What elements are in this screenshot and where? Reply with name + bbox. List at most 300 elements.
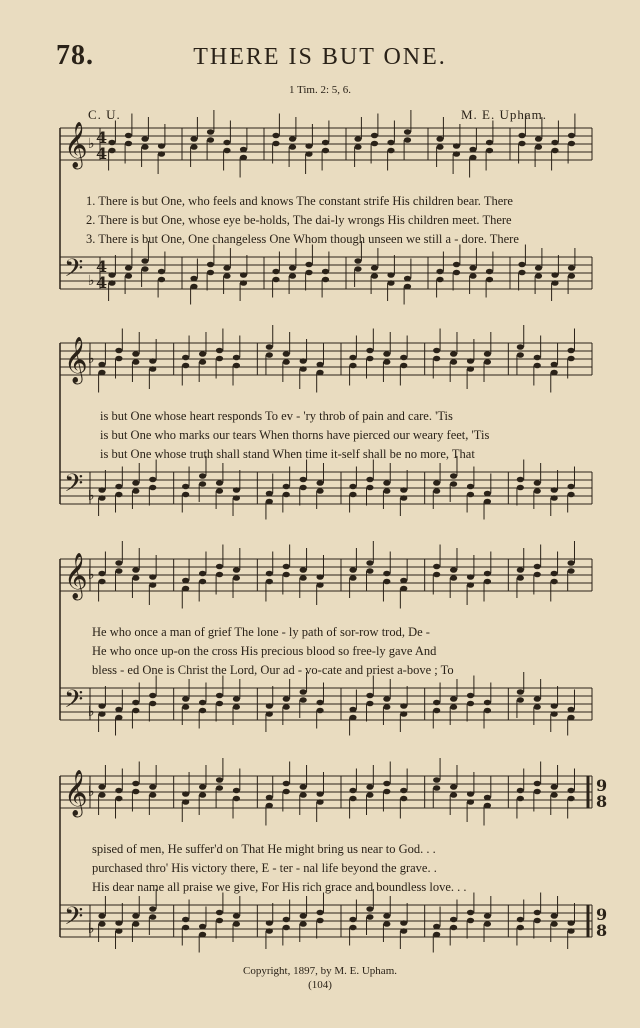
note-head bbox=[233, 704, 240, 710]
note-head bbox=[115, 484, 122, 490]
note-head bbox=[383, 480, 390, 486]
note-head bbox=[467, 910, 474, 916]
note-head bbox=[400, 711, 407, 717]
note-head bbox=[517, 788, 524, 794]
lyric-line: is but One who marks our tears When thorns have pierced our weary feet, 'Tis bbox=[100, 428, 490, 442]
note-head bbox=[383, 921, 390, 927]
note-head bbox=[383, 579, 390, 585]
note-head bbox=[132, 708, 139, 714]
note-head bbox=[436, 269, 443, 275]
note-head bbox=[433, 932, 440, 938]
note-head bbox=[567, 348, 574, 354]
note-head bbox=[149, 574, 156, 580]
note-head bbox=[190, 276, 197, 282]
note-head bbox=[400, 355, 407, 361]
note-head bbox=[467, 484, 474, 490]
note-head bbox=[207, 129, 214, 135]
note-head bbox=[534, 572, 541, 578]
note-head bbox=[371, 133, 378, 139]
note-head bbox=[517, 697, 524, 703]
note-head bbox=[300, 792, 307, 798]
note-head bbox=[149, 582, 156, 588]
note-head bbox=[366, 906, 373, 912]
note-head bbox=[158, 143, 165, 149]
note-head bbox=[132, 575, 139, 581]
note-head bbox=[551, 784, 558, 790]
note-head bbox=[158, 151, 165, 157]
note-head bbox=[182, 696, 189, 702]
note-head bbox=[283, 572, 290, 578]
note-head bbox=[115, 707, 122, 713]
note-head bbox=[383, 351, 390, 357]
flat-sign: ♭ bbox=[88, 921, 95, 937]
note-head bbox=[199, 924, 206, 930]
note-head bbox=[349, 917, 356, 923]
note-head bbox=[223, 148, 230, 154]
note-head bbox=[484, 579, 491, 585]
note-head bbox=[233, 355, 240, 361]
note-head bbox=[98, 711, 105, 717]
note-head bbox=[534, 363, 541, 369]
note-head bbox=[149, 784, 156, 790]
note-head bbox=[484, 803, 491, 809]
note-head bbox=[551, 370, 558, 376]
note-head bbox=[98, 921, 105, 927]
note-head bbox=[517, 575, 524, 581]
note-head bbox=[182, 925, 189, 931]
lyric-line: He who once up-on the cross His precious blood so free-ly gave And bbox=[92, 644, 437, 658]
note-head bbox=[240, 272, 247, 278]
note-head bbox=[149, 792, 156, 798]
note-head bbox=[400, 928, 407, 934]
note-head bbox=[233, 913, 240, 919]
note-head bbox=[400, 578, 407, 584]
note-head bbox=[484, 700, 491, 706]
note-head bbox=[108, 148, 115, 154]
note-head bbox=[240, 155, 247, 161]
note-head bbox=[551, 711, 558, 717]
note-head bbox=[149, 358, 156, 364]
note-head bbox=[366, 477, 373, 483]
note-head bbox=[484, 795, 491, 801]
lyric-line: is but One whose heart responds To ev - 'ry throb of pain and care. 'Tis bbox=[100, 409, 453, 423]
time-signature: 4 bbox=[96, 257, 108, 276]
note-head bbox=[400, 920, 407, 926]
time-signature: 4 bbox=[96, 128, 108, 147]
note-head bbox=[371, 141, 378, 147]
note-head bbox=[467, 582, 474, 588]
note-head bbox=[216, 777, 223, 783]
page-number: (104) bbox=[308, 979, 332, 991]
note-head bbox=[551, 148, 558, 154]
note-head bbox=[233, 487, 240, 493]
lyric-line: 1. There is but One, who feels and knows The constant strife His children bear. There bbox=[86, 194, 513, 208]
note-head bbox=[115, 796, 122, 802]
note-head bbox=[115, 928, 122, 934]
time-signature: 9 bbox=[596, 905, 608, 924]
note-head bbox=[383, 913, 390, 919]
note-head bbox=[98, 703, 105, 709]
note-head bbox=[567, 356, 574, 362]
note-head bbox=[316, 910, 323, 916]
note-head bbox=[149, 477, 156, 483]
note-head bbox=[266, 491, 273, 497]
note-head bbox=[283, 917, 290, 923]
bass-clef: 𝄢 bbox=[64, 254, 84, 289]
note-head bbox=[216, 918, 223, 924]
note-head bbox=[484, 921, 491, 927]
note-head bbox=[132, 700, 139, 706]
note-head bbox=[387, 148, 394, 154]
note-head bbox=[283, 696, 290, 702]
note-head bbox=[283, 564, 290, 570]
note-head bbox=[484, 359, 491, 365]
note-head bbox=[450, 473, 457, 479]
note-head bbox=[450, 784, 457, 790]
note-head bbox=[518, 270, 525, 276]
note-head bbox=[349, 707, 356, 713]
note-head bbox=[567, 560, 574, 566]
note-head bbox=[182, 484, 189, 490]
note-head bbox=[433, 564, 440, 570]
treble-clef: 𝄞 bbox=[64, 553, 88, 599]
treble-clef: 𝄞 bbox=[64, 770, 88, 816]
words-credit: C. U. bbox=[88, 107, 121, 122]
note-head bbox=[300, 575, 307, 581]
note-head bbox=[404, 276, 411, 282]
note-head bbox=[453, 151, 460, 157]
note-head bbox=[371, 273, 378, 279]
note-head bbox=[233, 921, 240, 927]
note-head bbox=[115, 560, 122, 566]
note-head bbox=[316, 574, 323, 580]
note-head bbox=[469, 155, 476, 161]
lyric-line: spised of men, He suffer'd on That He might bring us near to God. . . bbox=[92, 842, 436, 856]
note-head bbox=[567, 492, 574, 498]
note-head bbox=[316, 480, 323, 486]
note-head bbox=[158, 277, 165, 283]
note-head bbox=[149, 366, 156, 372]
note-head bbox=[266, 344, 273, 350]
lyric-line: is but One whose truth shall stand When time it-self shall be no more, That bbox=[100, 447, 475, 461]
note-head bbox=[349, 715, 356, 721]
note-head bbox=[322, 148, 329, 154]
note-head bbox=[199, 784, 206, 790]
note-head bbox=[535, 265, 542, 271]
note-head bbox=[182, 799, 189, 805]
note-head bbox=[354, 266, 361, 272]
note-head bbox=[467, 358, 474, 364]
note-head bbox=[518, 141, 525, 147]
note-head bbox=[567, 707, 574, 713]
note-head bbox=[436, 136, 443, 142]
note-head bbox=[404, 129, 411, 135]
note-head bbox=[233, 363, 240, 369]
note-head bbox=[349, 484, 356, 490]
note-head bbox=[115, 492, 122, 498]
note-head bbox=[199, 700, 206, 706]
note-head bbox=[272, 269, 279, 275]
note-head bbox=[272, 141, 279, 147]
note-head bbox=[199, 571, 206, 577]
note-head bbox=[450, 359, 457, 365]
note-head bbox=[387, 280, 394, 286]
note-head bbox=[551, 792, 558, 798]
note-head bbox=[484, 351, 491, 357]
note-head bbox=[98, 370, 105, 376]
note-head bbox=[518, 133, 525, 139]
note-head bbox=[322, 140, 329, 146]
note-head bbox=[433, 785, 440, 791]
note-head bbox=[240, 147, 247, 153]
note-head bbox=[349, 788, 356, 794]
note-head bbox=[216, 910, 223, 916]
note-head bbox=[366, 784, 373, 790]
note-head bbox=[453, 143, 460, 149]
note-head bbox=[366, 348, 373, 354]
note-head bbox=[404, 137, 411, 143]
note-head bbox=[216, 480, 223, 486]
note-head bbox=[387, 140, 394, 146]
note-head bbox=[534, 789, 541, 795]
hymn-title: THERE IS BUT ONE. bbox=[193, 44, 447, 70]
note-head bbox=[366, 485, 373, 491]
time-signature: 4 bbox=[96, 273, 108, 292]
note-head bbox=[125, 141, 132, 147]
note-head bbox=[182, 791, 189, 797]
copyright-notice: Copyright, 1897, by M. E. Upham. bbox=[243, 965, 397, 977]
note-head bbox=[354, 258, 361, 264]
note-head bbox=[484, 913, 491, 919]
lyric-line: purchased thro' His victory there, E - ter - nal life beyond the grave. . bbox=[92, 861, 437, 875]
note-head bbox=[108, 272, 115, 278]
note-head bbox=[182, 586, 189, 592]
note-head bbox=[207, 262, 214, 268]
note-head bbox=[567, 796, 574, 802]
note-head bbox=[182, 363, 189, 369]
note-head bbox=[349, 575, 356, 581]
note-head bbox=[289, 136, 296, 142]
note-head bbox=[517, 567, 524, 573]
note-head bbox=[450, 704, 457, 710]
note-head bbox=[534, 696, 541, 702]
note-head bbox=[182, 917, 189, 923]
note-head bbox=[450, 481, 457, 487]
note-head bbox=[517, 477, 524, 483]
note-head bbox=[534, 480, 541, 486]
note-head bbox=[125, 265, 132, 271]
note-head bbox=[568, 265, 575, 271]
note-head bbox=[233, 567, 240, 573]
note-head bbox=[551, 362, 558, 368]
note-head bbox=[98, 362, 105, 368]
note-head bbox=[283, 781, 290, 787]
note-head bbox=[316, 370, 323, 376]
note-head bbox=[266, 803, 273, 809]
note-head bbox=[216, 348, 223, 354]
note-head bbox=[316, 488, 323, 494]
note-head bbox=[316, 791, 323, 797]
note-head bbox=[453, 270, 460, 276]
note-head bbox=[190, 136, 197, 142]
note-head bbox=[141, 258, 148, 264]
note-head bbox=[551, 140, 558, 146]
note-head bbox=[115, 788, 122, 794]
note-head bbox=[98, 495, 105, 501]
note-head bbox=[233, 788, 240, 794]
note-head bbox=[467, 693, 474, 699]
note-head bbox=[125, 273, 132, 279]
note-head bbox=[132, 351, 139, 357]
note-head bbox=[182, 704, 189, 710]
note-head bbox=[400, 363, 407, 369]
note-head bbox=[300, 913, 307, 919]
note-head bbox=[567, 484, 574, 490]
note-head bbox=[283, 492, 290, 498]
note-head bbox=[216, 785, 223, 791]
time-signature: 4 bbox=[96, 144, 108, 163]
note-head bbox=[316, 582, 323, 588]
note-head bbox=[433, 708, 440, 714]
note-head bbox=[115, 920, 122, 926]
note-head bbox=[404, 284, 411, 290]
note-head bbox=[266, 703, 273, 709]
note-head bbox=[450, 567, 457, 573]
note-head bbox=[199, 351, 206, 357]
note-head bbox=[182, 578, 189, 584]
note-head bbox=[266, 920, 273, 926]
note-head bbox=[289, 273, 296, 279]
flat-sign: ♭ bbox=[88, 488, 95, 504]
note-head bbox=[467, 492, 474, 498]
note-head bbox=[366, 701, 373, 707]
note-head bbox=[568, 133, 575, 139]
note-head bbox=[300, 366, 307, 372]
note-head bbox=[223, 140, 230, 146]
note-head bbox=[300, 358, 307, 364]
note-head bbox=[300, 477, 307, 483]
note-head bbox=[467, 799, 474, 805]
note-head bbox=[450, 917, 457, 923]
note-head bbox=[322, 269, 329, 275]
note-head bbox=[551, 921, 558, 927]
note-head bbox=[266, 499, 273, 505]
note-head bbox=[535, 273, 542, 279]
note-head bbox=[400, 586, 407, 592]
note-head bbox=[486, 140, 493, 146]
note-head bbox=[305, 270, 312, 276]
note-head bbox=[316, 700, 323, 706]
note-head bbox=[551, 272, 558, 278]
bass-clef: 𝄢 bbox=[64, 902, 84, 937]
note-head bbox=[158, 269, 165, 275]
note-head bbox=[98, 487, 105, 493]
note-head bbox=[517, 689, 524, 695]
note-head bbox=[115, 715, 122, 721]
note-head bbox=[436, 144, 443, 150]
note-head bbox=[383, 359, 390, 365]
note-head bbox=[132, 921, 139, 927]
lyric-line: His dear name all praise we give, For His rich grace and boundless love. . . bbox=[92, 880, 467, 894]
note-head bbox=[98, 792, 105, 798]
time-signature: 8 bbox=[596, 792, 608, 811]
note-head bbox=[383, 789, 390, 795]
note-head bbox=[283, 351, 290, 357]
note-head bbox=[486, 269, 493, 275]
note-head bbox=[266, 571, 273, 577]
note-head bbox=[400, 796, 407, 802]
note-head bbox=[535, 136, 542, 142]
treble-clef: 𝄞 bbox=[64, 337, 88, 383]
note-head bbox=[305, 143, 312, 149]
note-head bbox=[149, 701, 156, 707]
note-head bbox=[149, 906, 156, 912]
note-head bbox=[486, 277, 493, 283]
note-head bbox=[233, 495, 240, 501]
lyric-line: bless - ed One is Christ the Lord, Our ad - vo-cate and priest a-bove ; To bbox=[92, 663, 454, 677]
note-head bbox=[371, 265, 378, 271]
note-head bbox=[300, 784, 307, 790]
note-head bbox=[551, 913, 558, 919]
note-head bbox=[316, 362, 323, 368]
note-head bbox=[366, 568, 373, 574]
note-head bbox=[484, 491, 491, 497]
note-head bbox=[349, 925, 356, 931]
note-head bbox=[400, 487, 407, 493]
note-head bbox=[486, 148, 493, 154]
note-head bbox=[551, 571, 558, 577]
note-head bbox=[383, 571, 390, 577]
note-head bbox=[568, 141, 575, 147]
note-head bbox=[199, 473, 206, 479]
note-head bbox=[400, 788, 407, 794]
note-head bbox=[98, 913, 105, 919]
note-head bbox=[207, 137, 214, 143]
note-head bbox=[469, 273, 476, 279]
note-head bbox=[216, 693, 223, 699]
note-head bbox=[400, 703, 407, 709]
note-head bbox=[98, 579, 105, 585]
note-head bbox=[517, 485, 524, 491]
note-head bbox=[534, 918, 541, 924]
note-head bbox=[534, 704, 541, 710]
note-head bbox=[316, 708, 323, 714]
note-head bbox=[469, 147, 476, 153]
note-head bbox=[283, 704, 290, 710]
note-head bbox=[132, 488, 139, 494]
note-head bbox=[132, 789, 139, 795]
note-head bbox=[190, 144, 197, 150]
note-head bbox=[469, 265, 476, 271]
note-head bbox=[289, 144, 296, 150]
note-head bbox=[322, 277, 329, 283]
note-head bbox=[283, 789, 290, 795]
note-head bbox=[551, 703, 558, 709]
note-head bbox=[132, 480, 139, 486]
note-head bbox=[216, 564, 223, 570]
note-head bbox=[366, 560, 373, 566]
note-head bbox=[283, 925, 290, 931]
note-head bbox=[450, 792, 457, 798]
note-head bbox=[316, 799, 323, 805]
music-credit: M. E. Upham. bbox=[461, 107, 548, 122]
note-head bbox=[132, 359, 139, 365]
note-head bbox=[98, 571, 105, 577]
lyric-line: He who once a man of grief The lone - ly path of sor-row trod, De - bbox=[92, 625, 430, 639]
note-head bbox=[132, 567, 139, 573]
note-head bbox=[453, 262, 460, 268]
note-head bbox=[551, 487, 558, 493]
